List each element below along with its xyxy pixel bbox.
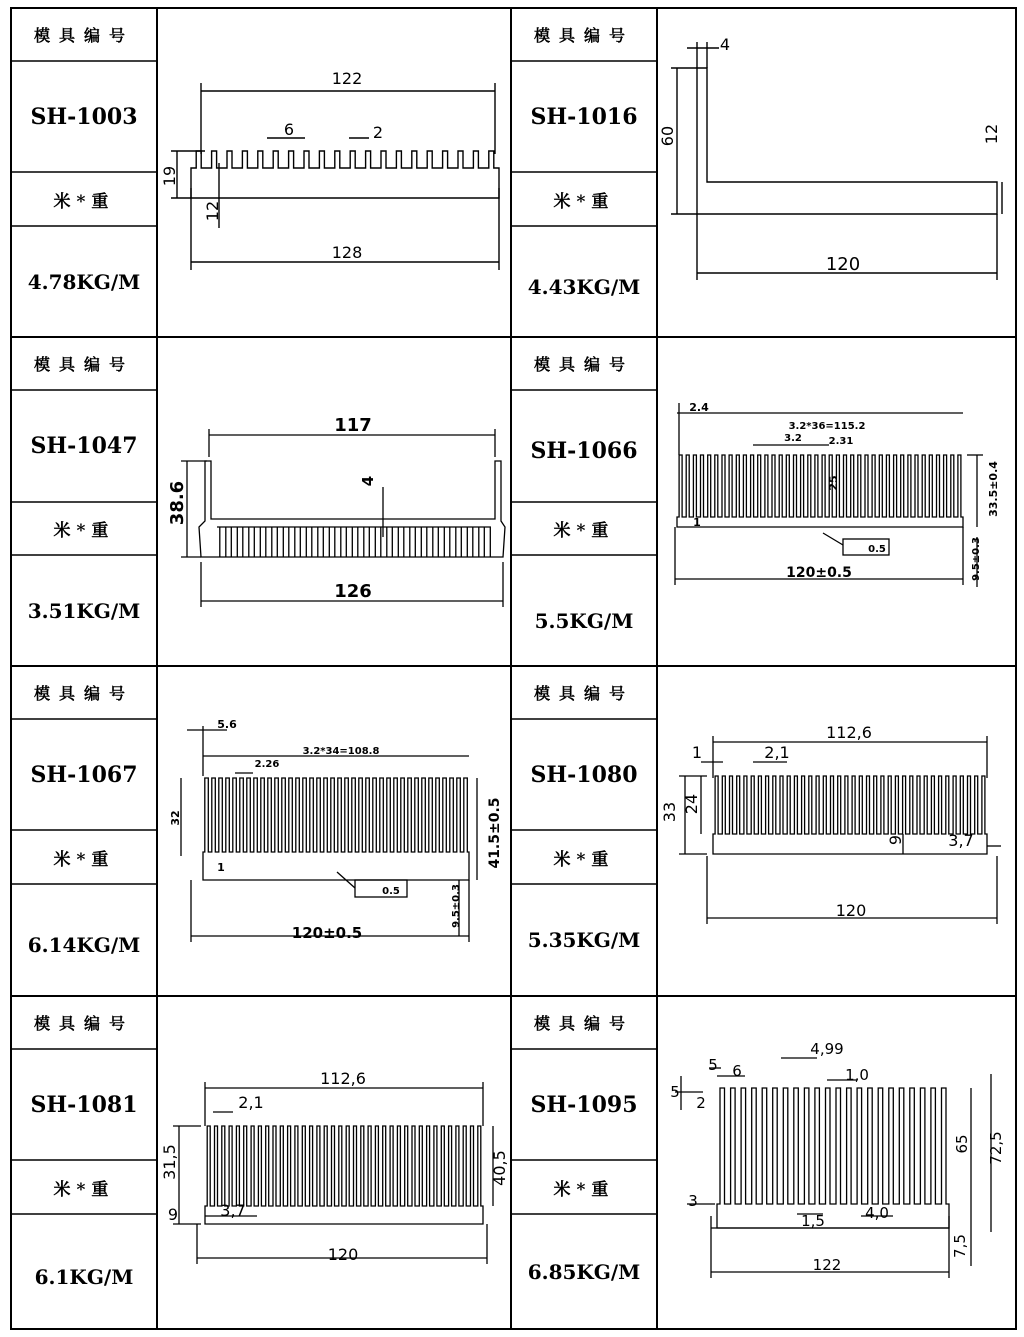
dim-flat: 0.5 <box>382 886 400 897</box>
weight-label: 米*重 <box>53 849 115 870</box>
dim-gap: 2,1 <box>764 743 790 762</box>
weight-value: 5.35KG/M <box>527 928 641 952</box>
profile-drawing-sh-1067 <box>157 666 511 996</box>
dim-height: 33 <box>660 801 679 823</box>
dim-width: 120±0.5 <box>786 565 852 581</box>
mold-code: SH-1016 <box>530 103 638 130</box>
dim-height: 19 <box>160 165 179 187</box>
dim-thick: 4 <box>719 35 731 54</box>
weight-label: 米*重 <box>553 849 615 870</box>
dim-p: 3.2 <box>784 433 802 444</box>
header-label: 模具编号 <box>33 26 134 45</box>
mold-code: SH-1095 <box>530 1091 638 1118</box>
profile-drawing-sh-1080 <box>657 666 1016 996</box>
header-label: 模具编号 <box>533 355 634 374</box>
dim-g: 3 <box>688 1192 698 1210</box>
dim-base: 9.5±0.3 <box>451 884 462 928</box>
profile-drawing-sh-1081 <box>157 996 511 1329</box>
weight-label: 米*重 <box>53 191 115 212</box>
dim-fin: 65 <box>953 1134 971 1154</box>
weight-label: 米*重 <box>53 521 115 541</box>
dim-bottom: 128 <box>331 243 363 262</box>
dim-base: 9 <box>886 834 905 846</box>
dim-height: 40,5 <box>490 1150 509 1186</box>
dim-top: 122 <box>331 69 363 88</box>
header-label: 模具编号 <box>533 1014 634 1033</box>
weight-value: 6.14KG/M <box>27 933 141 957</box>
weight-label: 米*重 <box>553 521 615 541</box>
dim-root: 1 <box>217 861 225 874</box>
dim-gap: 2.26 <box>254 759 280 770</box>
header-label: 模具编号 <box>33 355 134 374</box>
dim-fin: 25 <box>827 475 840 491</box>
dim-side: 3,7 <box>948 831 974 850</box>
dim-edge: 1 <box>691 743 703 762</box>
dim-b: 6 <box>732 1062 742 1080</box>
dim-gap: 2 <box>372 123 384 142</box>
dim-side: 3,7 <box>220 1201 246 1220</box>
dim-fin: 6 <box>283 120 295 139</box>
header-label: 模具编号 <box>533 26 634 45</box>
profile-drawing-sh-1095 <box>657 996 1016 1329</box>
dim-height: 72,5 <box>987 1131 1005 1165</box>
weight-value: 5.5KG/M <box>534 608 634 633</box>
dim-flange: 12 <box>982 123 1001 145</box>
dim-width: 120 <box>835 901 867 920</box>
dim-gap: 2,1 <box>238 1093 264 1112</box>
profile-drawing-sh-1003 <box>157 8 511 337</box>
header-label: 模具编号 <box>533 684 634 703</box>
dim-root: 1 <box>693 516 701 529</box>
header-label: 模具编号 <box>33 684 134 703</box>
dim-height: 60 <box>658 125 677 147</box>
dim-c: 4,99 <box>810 1040 844 1058</box>
profile-drawing-sh-1016 <box>657 8 1016 337</box>
mold-code: SH-1066 <box>530 438 638 464</box>
dim-width: 122 <box>812 1256 842 1274</box>
mold-code: SH-1081 <box>30 1091 138 1118</box>
profile-drawing-sh-1066 <box>657 337 1016 666</box>
dim-fin: 24 <box>682 793 701 815</box>
weight-value: 6.85KG/M <box>527 1259 641 1284</box>
dim-fin: 31,5 <box>160 1144 179 1180</box>
weight-value: 4.78KG/M <box>27 269 141 294</box>
dim-bottom: 126 <box>334 581 372 602</box>
weight-value: 4.43KG/M <box>527 274 641 299</box>
mold-code: SH-1080 <box>530 761 638 788</box>
dim-i: 1,5 <box>801 1212 825 1230</box>
dim-top: 117 <box>334 415 372 436</box>
dim-fin: 32 <box>169 810 182 826</box>
dim-top: 112,6 <box>826 723 872 742</box>
dim-flat: 0.5 <box>868 544 886 555</box>
dim-f: 2 <box>696 1094 706 1112</box>
weight-label: 米*重 <box>53 1179 115 1200</box>
profile-drawing-sh-1047 <box>157 337 511 666</box>
dim-d: 1,0 <box>845 1066 869 1084</box>
weight-label: 米*重 <box>553 1179 615 1200</box>
dim-base: 9 <box>167 1205 179 1224</box>
dim-height: 38.6 <box>167 480 188 526</box>
dim-j: 4,0 <box>865 1204 889 1222</box>
dim-base: 9.5±0.3 <box>971 537 982 581</box>
weight-value: 3.51KG/M <box>27 598 141 623</box>
dim-height: 41.5±0.5 <box>487 797 503 869</box>
mold-code: SH-1067 <box>30 761 138 788</box>
dim-edge: 5.6 <box>217 718 237 731</box>
dim-width: 120±0.5 <box>291 924 363 942</box>
dim-width: 120 <box>825 254 861 275</box>
dim-a: 5 <box>708 1056 718 1074</box>
dim-height: 33.5±0.4 <box>987 461 1000 517</box>
dim-fin: 4 <box>359 475 377 487</box>
dim-pitch: 3.2*34=108.8 <box>302 746 380 757</box>
dim-width: 120 <box>327 1245 359 1264</box>
dim-pitch: 3.2*36=115.2 <box>788 421 866 432</box>
dim-edge: 2.4 <box>689 401 709 414</box>
weight-value: 6.1KG/M <box>34 1264 134 1289</box>
dim-e: 5 <box>670 1083 680 1101</box>
dim-gap: 2.31 <box>828 436 854 447</box>
mold-code: SH-1003 <box>30 103 138 130</box>
dim-base: 7,5 <box>951 1234 969 1258</box>
dim-base: 12 <box>203 200 222 222</box>
dim-top: 112,6 <box>320 1069 366 1088</box>
header-label: 模具编号 <box>33 1014 134 1033</box>
mold-code: SH-1047 <box>30 433 138 459</box>
weight-label: 米*重 <box>553 191 615 212</box>
